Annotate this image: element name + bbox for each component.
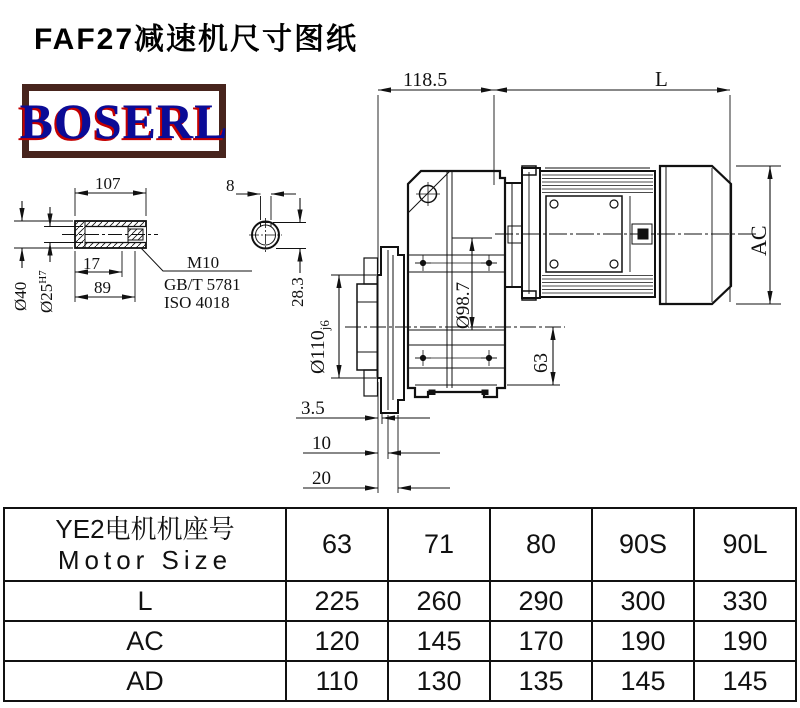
L-value-90l: 330 <box>694 581 796 621</box>
dim-shaft-counterbore: 17 <box>83 254 100 273</box>
motor-size-label-en: Motor Size <box>57 545 233 576</box>
row-label-AD: AD <box>4 661 286 701</box>
dim-flange-t2: 10 <box>312 433 331 454</box>
row-label-AC: AC <box>4 621 286 661</box>
label-thread: M10 <box>187 253 220 272</box>
table-row-AD <box>4 661 796 701</box>
L-value-63: 225 <box>286 581 388 621</box>
motor-size-label-cn: YE2电机机座号 <box>55 513 235 544</box>
dim-bore-dia-value: Ø25 <box>37 283 56 313</box>
L-value-80: 290 <box>490 581 592 621</box>
key-section-view <box>236 194 306 273</box>
dim-flange-spigot-tolerance: j6 <box>317 320 332 331</box>
dim-motor-length: L <box>655 67 668 91</box>
dim-motor-dia: AC <box>746 225 771 256</box>
dim-flange-spigot-value: Ø110 <box>307 330 329 374</box>
AC-value-90l: 190 <box>694 621 796 661</box>
row-label-L: L <box>4 581 286 621</box>
AD-value-63: 110 <box>286 661 388 701</box>
AC-value-90s: 190 <box>592 621 694 661</box>
dim-flange-spigot <box>307 320 332 374</box>
AD-value-90s: 145 <box>592 661 694 701</box>
dim-key-height: 28.3 <box>288 277 307 307</box>
dim-shaft-length: 107 <box>95 174 121 193</box>
motor-size-90s: 90S <box>592 508 694 581</box>
motor-size-90l: 90L <box>694 508 796 581</box>
AC-value-71: 145 <box>388 621 490 661</box>
dim-key-width: 8 <box>226 176 235 195</box>
dim-flange-t1: 3.5 <box>301 398 325 419</box>
dim-shaft-bore-dia <box>37 270 56 313</box>
dim-gearbox-length: 118.5 <box>403 69 448 91</box>
motor-size-63: 63 <box>286 508 388 581</box>
dim-bolt-circle: Ø98.7 <box>453 282 474 329</box>
dim-axis-height: 63 <box>530 353 552 373</box>
label-thread-std-gb: GB/T 5781 <box>164 275 241 294</box>
table-header-row <box>4 508 796 581</box>
table-header-motor-size <box>4 508 286 581</box>
motor <box>495 166 758 304</box>
dimension-table <box>3 507 797 702</box>
AD-value-80: 135 <box>490 661 592 701</box>
label-thread-std-iso: ISO 4018 <box>164 293 230 312</box>
table-row-AC <box>4 621 796 661</box>
main-view-dimensions <box>296 90 781 493</box>
hollow-shaft-view <box>62 221 158 248</box>
page-title: FAF27减速机尺寸图纸 <box>34 23 359 56</box>
motor-size-71: 71 <box>388 508 490 581</box>
L-value-90s: 300 <box>592 581 694 621</box>
AC-value-63: 120 <box>286 621 388 661</box>
motor-size-80: 80 <box>490 508 592 581</box>
dim-shaft-outer-dia: Ø40 <box>11 281 30 311</box>
AD-value-90l: 145 <box>694 661 796 701</box>
dim-bore-dia-tolerance: H7 <box>37 270 49 284</box>
dim-shaft-bore-depth: 89 <box>94 278 111 297</box>
AC-value-80: 170 <box>490 621 592 661</box>
L-value-71: 260 <box>388 581 490 621</box>
AD-value-71: 130 <box>388 661 490 701</box>
brand-logo-text: BOSERL <box>19 93 229 149</box>
table-row-L <box>4 581 796 621</box>
dim-flange-t3: 20 <box>312 468 331 489</box>
